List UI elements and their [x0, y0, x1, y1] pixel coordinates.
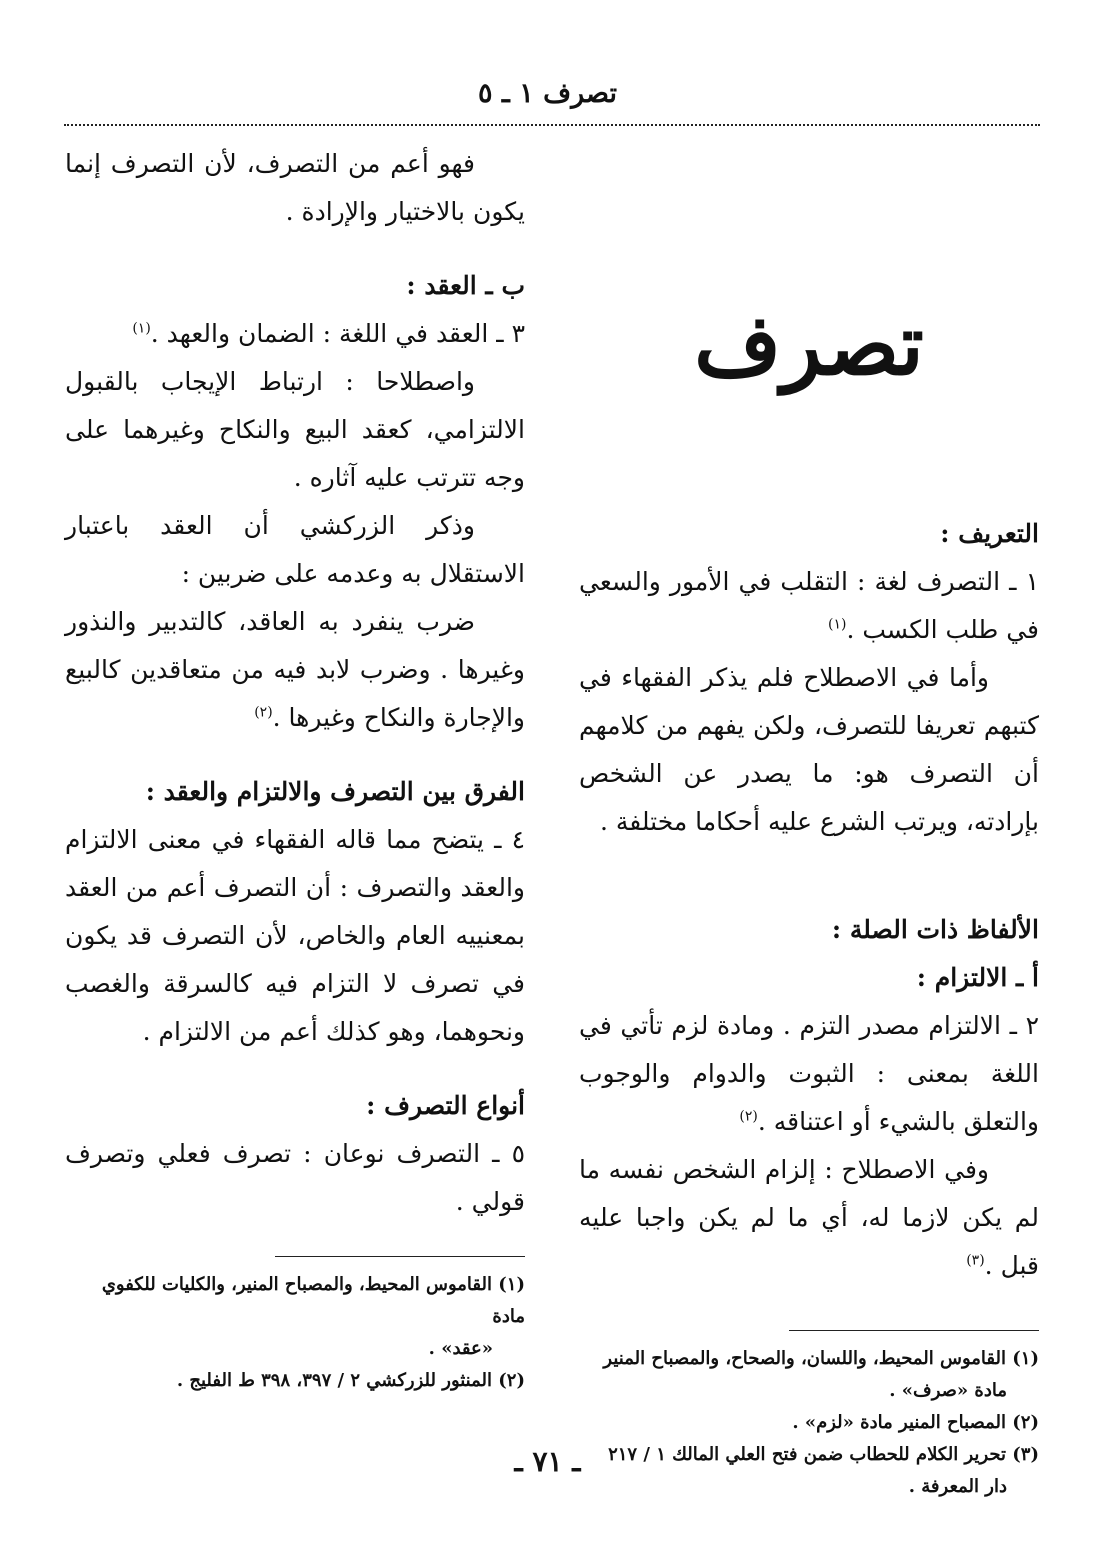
left-footnotes	[65, 1256, 525, 1397]
footnote-2: (٢) المصباح المنير مادة «لزم» .	[792, 1412, 1039, 1433]
left-column	[65, 140, 525, 1397]
footnote-1-line-1: (١) القاموس المحيط، واللسان، والصحاح، والمصباح المنير	[603, 1348, 1039, 1369]
right-column	[579, 140, 1039, 1503]
paragraph-3	[579, 1002, 1039, 1146]
footnote-1-line-2: «عقد» .	[428, 1338, 493, 1359]
paragraph-10: ٥ ـ التصرف نوعان : تصرف فعلي وتصرف قولي .	[65, 1139, 525, 1216]
footnote-1-line-1: (١) القاموس المحيط، والمصباح المنير، والكليات للكفوي مادة	[101, 1274, 525, 1327]
footnote-ref: (٣)	[966, 1252, 985, 1269]
footnote-3-line-1: (٣) تحرير الكلام للحطاب ضمن فتح العلي المالك ١ / ٢١٧	[608, 1444, 1039, 1465]
footnote-2: (٢) المنثور للزركشي ٢ / ٣٩٧، ٣٩٨ ط الفليج .	[176, 1370, 525, 1391]
paragraph-4	[579, 1146, 1039, 1290]
footnote-1-line-2: مادة «صرف» .	[889, 1380, 1007, 1401]
paragraph-continued: فهو أعم من التصرف، لأن التصرف إنما يكون بالاختيار والإرادة .	[65, 149, 525, 226]
entry-title: تصرف	[694, 295, 924, 394]
related-terms-heading: الألفاظ ذات الصلة :	[831, 915, 1039, 944]
paragraph-8-text: ضرب ينفرد به العاقد، كالتدبير والنذور وغيرها . وضرب لابد فيه من متعاقدين كالبيع والإجارة والنكاح وغيرها .	[65, 607, 525, 732]
paragraph-6: واصطلاحا : ارتباط الإيجاب بالقبول الالتزامي، كعقد البيع والنكاح وغيرهما على وجه تترتب عليه آثاره .	[65, 367, 525, 492]
definition-heading: التعريف :	[940, 519, 1039, 548]
paragraph-9: ٤ ـ يتضح مما قاله الفقهاء في معنى الالتزام والعقد والتصرف : أن التصرف أعم من العقد بمعنييه العام والخاص، لأن التصرف قد يكون في تصرف لا التزام فيه كالسرقة والغصب ونحوهما، وهو كذلك أعم من الالتزام .	[65, 825, 525, 1046]
types-heading: أنواع التصرف :	[366, 1091, 525, 1120]
page-number: ـ ٧١ ـ	[514, 1445, 581, 1478]
running-header: تصرف ١ ـ ٥	[478, 78, 617, 109]
footnote-rule	[275, 1256, 525, 1257]
paragraph-3-text: ٢ ـ الالتزام مصدر التزم . ومادة لزم تأتي في اللغة بمعنى : الثبوت والدوام والوجوب والتعلق بالشيء أو اعتناقه .	[579, 1011, 1039, 1136]
footnote-ref: (٢)	[739, 1108, 758, 1125]
footnote-ref: (١)	[132, 320, 151, 337]
paragraph-4-text: وفي الاصطلاح : إلزام الشخص نفسه ما لم يكن لازما له، أي ما لم يكن واجبا عليه قبل .	[579, 1155, 1039, 1280]
paragraph-2: وأما في الاصطلاح فلم يذكر الفقهاء في كتبهم تعريفا للتصرف، ولكن يفهم من كلامهم أن التصرف هو: ما يصدر عن الشخص بإرادته، ويرتب الشرع عليه أحكاما مختلفة .	[579, 663, 1039, 836]
footnote-1	[579, 1343, 1039, 1407]
subheading-iltizam: أ ـ الالتزام :	[916, 963, 1039, 992]
footnote-3-line-2: دار المعرفة .	[908, 1476, 1007, 1497]
header-dotted-rule	[64, 124, 1040, 126]
footnote-1	[65, 1269, 525, 1365]
footnote-rule	[789, 1330, 1039, 1331]
paragraph-1	[579, 558, 1039, 654]
footnote-ref: (٢)	[254, 704, 273, 721]
footnote-ref: (١)	[828, 616, 847, 633]
subheading-aqd: ب ـ العقد :	[406, 271, 525, 300]
paragraph-5-text: ٣ ـ العقد في اللغة : الضمان والعهد .	[150, 319, 525, 348]
paragraph-8	[65, 598, 525, 742]
paragraph-1-text: ١ ـ التصرف لغة : التقلب في الأمور والسعي في طلب الكسب .	[579, 567, 1039, 644]
difference-heading: الفرق بين التصرف والالتزام والعقد :	[145, 777, 525, 806]
paragraph-5	[65, 310, 525, 358]
paragraph-7: وذكر الزركشي أن العقد باعتبار الاستقلال به وعدمه على ضربين :	[65, 511, 525, 588]
